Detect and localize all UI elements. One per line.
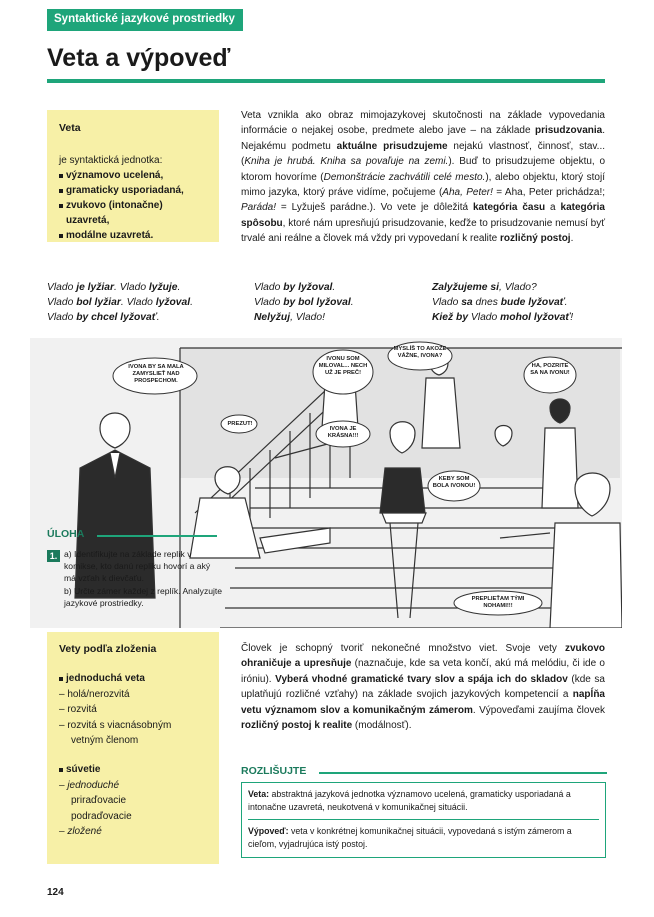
task-number-badge: 1. [47,550,60,562]
list-item: – holá/nerozvitá [59,688,130,700]
example-line: Vlado bol lyžiar. Vlado lyžoval. [47,297,193,309]
veta-definition-box [47,110,219,242]
list-item: – rozvitá [59,704,97,716]
example-line: Vlado by chcel lyžovať. [47,312,160,324]
text: nejakú vlastnosť, činnosť, stav... ( [241,140,606,168]
simple-sentence-label: jednoduchá veta [59,671,207,686]
task-part-b: b) Určte zámer každej z replík. Analyzujte jazykové prostriedky. [64,585,223,608]
example: Demonštrácie zachvátili celé mesto. [323,171,486,183]
section-tag: Syntaktické jazykové prostriedky [47,9,243,31]
example-line: Vlado by lyžoval. [254,282,336,293]
vypoved-definition: Výpoveď: veta v konkrétnej komunikačnej situácii, vypovedaná s istým zámerom a cieľom, vyjadrujúca istý postoj. [248,826,572,849]
text: ), alebo objektu, ktorý stojí mimo jazyka, ktorý práve vidíme, počujeme ( [241,171,605,199]
example-line: Zalyžujeme si, Vlado? [432,282,537,293]
list-item: priraďovacie [71,795,127,807]
example-line: Vlado by bol lyžoval. [254,297,354,309]
list-item: – rozvitá s viacnásobným [59,719,172,731]
list-item: významovo ucelená, [59,168,207,183]
comic-bubble: PREPLIEŤAM TÝMI NOHAMI!!! [471,596,525,609]
term: Vyberá vhodné gramatické tvary slov a spája ich do skladov [275,673,568,685]
list-item: vetným členom [71,735,139,747]
example-line: Kiež by Vlado mohol lyžovať! [432,312,574,324]
veta-definition: Veta: abstraktná jazyková jednotka významovo ucelená, gramaticky usporiadaná a intonačne uzavretá, neukotvená v komunikačnej situácii. [248,789,571,812]
distinguish-heading: ROZLIŠUJTE [241,765,307,777]
text: (kde sa uplatňujú rozličné vzťahy) na základe svojich jazykových kompetencií a [241,673,605,701]
list-item: – zložené [59,826,102,838]
text: = Lyžuješ parádne.). Vo vete je dôležitá [276,202,473,214]
examples-column-2 [254,280,354,326]
text: Veta vznikla ako obraz mimojazykovej skutočnosti na základe vypovedania informácie o nejakej osobe, predmete alebo jave – na základe [241,110,605,137]
task-heading: ÚLOHA [47,528,219,540]
term: napĺňa vetu významom slov a komunikačným zámerom [241,689,605,716]
text: . Nejakému podmetu [241,125,605,152]
term: aktuálne prisudzujeme [336,140,448,152]
example-line: Vlado sa dnes bude lyžovať. [432,297,568,309]
term: zvukovo ohraničuje a upresňuje [241,643,605,670]
page-number: 124 [47,887,64,898]
veta-properties-list [59,168,207,243]
term: rozličný postoj [500,233,571,245]
comic-bubble: PREZUT! [227,421,253,427]
examples-column-3 [432,280,573,326]
distinguish-box [241,782,606,858]
examples-column-1 [47,280,193,326]
example-line: Vlado je lyžiar. Vlado lyžuje. [47,282,181,293]
comic-bubble: MYSLÍŠ TO AKOŽE VÁŽNE, IVONA? [393,346,447,359]
comic-bubble: IVONA JE KRÁSNA!!! [327,426,359,439]
list-item: zvukovo (intonačne) uzavretá, [59,198,207,228]
page-title: Veta a výpoveď [47,44,231,72]
text: . Výpoveďami zaujíma človek [472,704,606,716]
list-item: modálne uzavretá. [59,228,207,243]
veta-box-intro: je syntaktická jednotka: [59,155,163,166]
example: Aha, Peter! [442,187,493,199]
compound-sentence-label: súvetie [59,762,207,777]
composition-box-title: Vety podľa zloženia [59,643,157,655]
title-rule [47,79,605,83]
list-item: – jednoduché [59,779,120,791]
text: Človek je schopný tvoriť nekonečné množstvo viet. Svoje vety [241,643,565,654]
sentence-composition-box [47,632,219,864]
text: a [545,202,561,214]
comic-bubble: HA, POZRITE SA NA IVONU! [530,363,570,376]
task-part-a: a) Identifikujte na základe replík v komikse, kto danú repliku hovorí a aký má vzťah k dievčaťu. [64,549,211,584]
comic-bubble: IVONU SOM MILOVAL... NECH UŽ JE PREČ! [318,356,368,376]
text: , ktoré nám upresňujú prisudzovanie, keďže to prisudzovanie nemusí byť trvalé ani reálne a človek má vždy pri vypovedaní k realite [241,217,605,245]
intro-paragraph [241,108,605,247]
comic-bubble: IVONA BY SA MALA ZAMYSLIEŤ NAD PROSPECHOM. [128,364,184,384]
divider [248,819,599,820]
text: (modálnosť). [352,720,412,732]
text: = Aha, Peter prichádza!; [492,187,605,199]
term: kategória času [473,202,546,214]
text: ). Buď to prisudzujeme objektu, o ktorom hovoríme ( [241,156,606,183]
second-paragraph [241,641,605,733]
list-item: podraďovacie [71,810,132,822]
term: kategória spôsobu [241,202,605,229]
term: rozličný postoj k realite [241,720,353,732]
example: Kniha je hrubá. Kniha sa povaľuje na zemi. [244,156,449,168]
text: . [570,233,574,245]
text: (naznačuje, kde sa veta končí, akú má melódiu, či ide o iróniu). [241,658,605,685]
comic-bubble: KEBY SOM BOLA IVONOU! [432,476,476,489]
veta-box-title: Veta [59,122,81,134]
example-line: Nelyžuj, Vlado! [254,312,325,324]
task-text [64,548,224,609]
term: prisudzovania [534,125,603,137]
example: Paráda! [241,202,277,214]
list-item: gramaticky usporiadaná, [59,183,207,198]
